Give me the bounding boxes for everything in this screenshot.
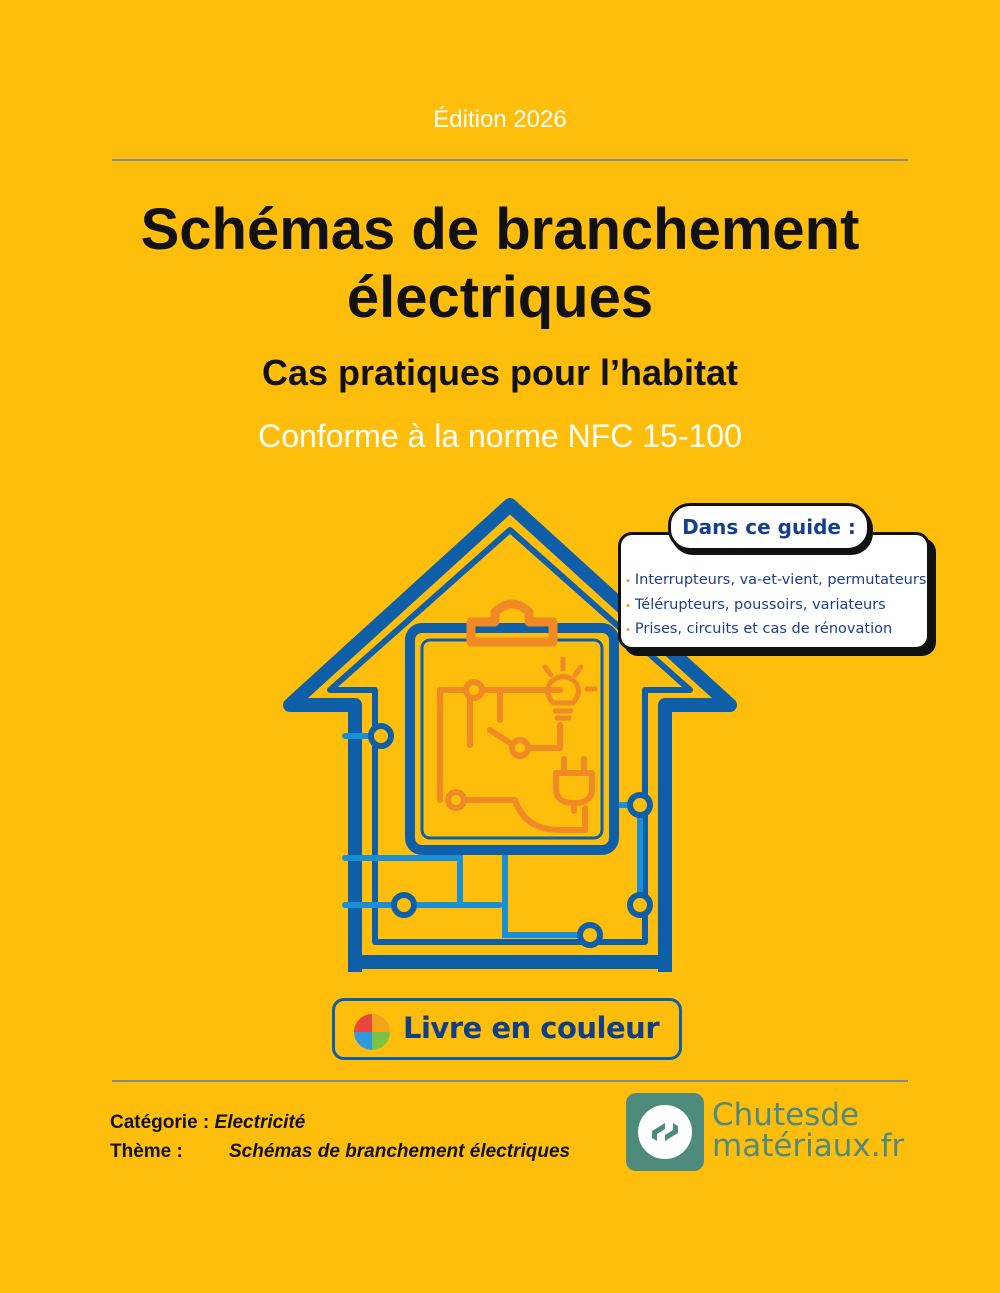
brand-name bbox=[712, 1097, 905, 1164]
color-pie-icon bbox=[353, 1013, 391, 1051]
norm-label: Conforme à la norme NFC 15-100 bbox=[258, 418, 742, 454]
guide-list bbox=[625, 569, 927, 643]
theme-label: Thème : bbox=[110, 1141, 183, 1162]
category-label: Catégorie : bbox=[110, 1112, 210, 1133]
theme-value-row bbox=[229, 1141, 570, 1163]
brand-logo-icon bbox=[626, 1093, 704, 1171]
edition-label: Édition 2026 bbox=[433, 106, 567, 133]
category-row bbox=[110, 1112, 305, 1134]
guide-heading: Dans ce guide : bbox=[668, 503, 870, 551]
top-divider bbox=[112, 159, 908, 161]
badge-label: Livre en couleur bbox=[403, 1011, 660, 1045]
theme-row bbox=[110, 1141, 183, 1163]
brand-line-1: Chutesde bbox=[712, 1097, 860, 1133]
book-title bbox=[0, 196, 1000, 332]
book-subtitle: Cas pratiques pour l’habitat bbox=[261, 352, 739, 393]
list-item: • Interrupteurs, va-et-vient, permutateurs bbox=[625, 572, 927, 588]
list-item: • Prises, circuits et cas de rénovation bbox=[625, 621, 893, 637]
theme-value: Schémas de branchement électriques bbox=[229, 1141, 571, 1162]
brand-line-2: matériaux.fr bbox=[712, 1128, 905, 1164]
color-book-badge bbox=[332, 998, 682, 1060]
title-line-2: électriques bbox=[346, 265, 654, 330]
list-item: • Télérupteurs, poussoirs, variateurs bbox=[625, 596, 886, 613]
category-value: Electricité bbox=[214, 1112, 306, 1133]
clipboard-icon bbox=[465, 598, 560, 650]
light-bulb-icon bbox=[535, 655, 600, 730]
bottom-divider bbox=[112, 1080, 908, 1082]
plug-icon bbox=[548, 755, 600, 815]
title-line-1: Schémas de branchement bbox=[140, 197, 860, 262]
